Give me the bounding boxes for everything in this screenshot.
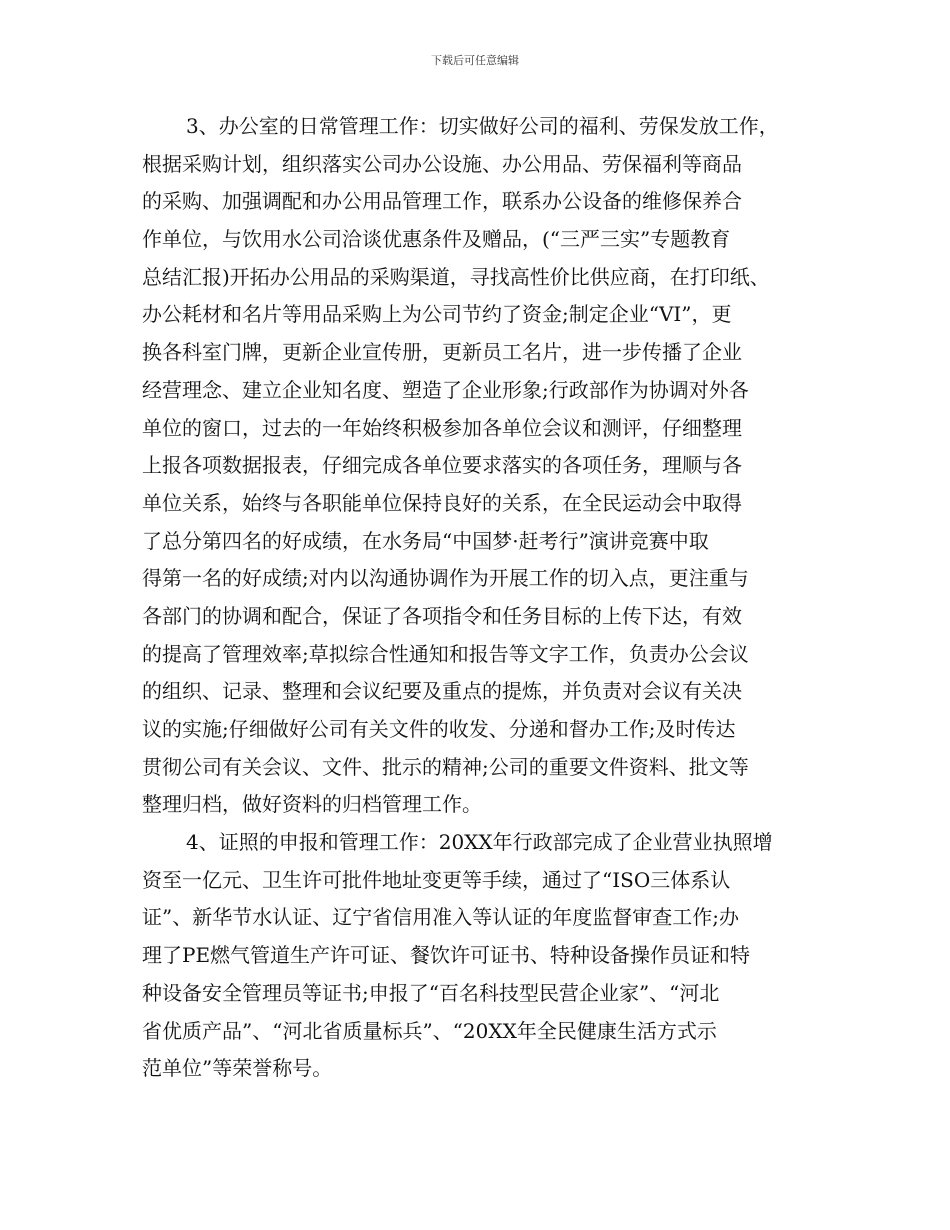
paragraph-office-management [142, 108, 822, 824]
text-line: 上报各项数据报表，仔细完成各单位要求落实的各项任务，理顺与各 [142, 453, 742, 478]
document-body [142, 108, 822, 1088]
text-line: 议的实施;仔细做好公司有关文件的收发、分递和督办工作;及时传达 [142, 717, 736, 741]
text-line: 作单位，与饮用水公司洽谈优惠条件及赠品，(“三严三实”专题教育 [142, 227, 731, 252]
text-line: 证”、新华节水认证、辽宁省信用准入等认证的年度监督审查工作;办 [142, 905, 739, 930]
text-line: 资至一亿元、卫生许可批件地址变更等手续，通过了“ISO三体系认 [142, 867, 731, 892]
text-line: 整理归档，做好资料的归档管理工作。 [142, 792, 482, 817]
text-line: 3、办公室的日常管理工作：切实做好公司的福利、劳保发放工作， [186, 114, 779, 138]
text-line: 单位关系，始终与各职能单位保持良好的关系，在全民运动会中取得 [142, 490, 742, 515]
text-line: 省优质产品”、“河北省质量标兵”、“20XX年全民健康生活方式示 [142, 1018, 717, 1043]
paragraph-license-management [142, 824, 822, 1088]
text-line: 的组织、记录、整理和会议纪要及重点的提炼，并负责对会议有关决 [142, 679, 742, 704]
text-line: 理了PE燃气管道生产许可证、餐饮许可证书、特种设备操作员证和特 [142, 943, 751, 968]
text-line: 贯彻公司有关会议、文件、批示的精神;公司的重要文件资料、批文等 [142, 754, 749, 779]
text-line: 的提高了管理效率;草拟综合性通知和报告等文字工作，负责办公会议 [142, 641, 749, 666]
page-header-note: 下载后可任意编辑 [431, 54, 519, 67]
text-line: 4、证照的申报和管理工作：20XX年行政部完成了企业营业执照增 [186, 830, 773, 855]
text-line: 种设备安全管理员等证书;申报了“百名科技型民营企业家”、“河北 [142, 980, 720, 1005]
text-line: 了总分第四名的好成绩，在水务局“中国梦·赶考行”演讲竞赛中取 [142, 528, 709, 553]
text-line: 根据采购计划，组织落实公司办公设施、办公用品、劳保福利等商品 [142, 151, 742, 176]
text-line: 各部门的协调和配合，保证了各项指令和任务目标的上传下达，有效 [142, 603, 742, 628]
text-line: 办公耗材和名片等用品采购上为公司节约了资金;制定企业“VI”，更 [142, 302, 732, 327]
text-line: 范单位”等荣誉称号。 [142, 1056, 333, 1081]
text-line: 单位的窗口，过去的一年始终积极参加各单位会议和测评，仔细整理 [142, 415, 742, 440]
text-line: 总结汇报)开拓办公用品的采购渠道，寻找高性价比供应商，在打印纸、 [142, 264, 770, 289]
text-line: 的采购、加强调配和办公用品管理工作，联系办公设备的维修保养合 [142, 189, 742, 214]
text-line: 得第一名的好成绩;对内以沟通协调作为开展工作的切入点，更注重与 [142, 566, 749, 591]
text-line: 换各科室门牌，更新企业宣传册，更新员工名片，进一步传播了企业 [142, 340, 742, 365]
text-line: 经营理念、建立企业知名度、塑造了企业形象;行政部作为协调对外各 [142, 377, 749, 402]
